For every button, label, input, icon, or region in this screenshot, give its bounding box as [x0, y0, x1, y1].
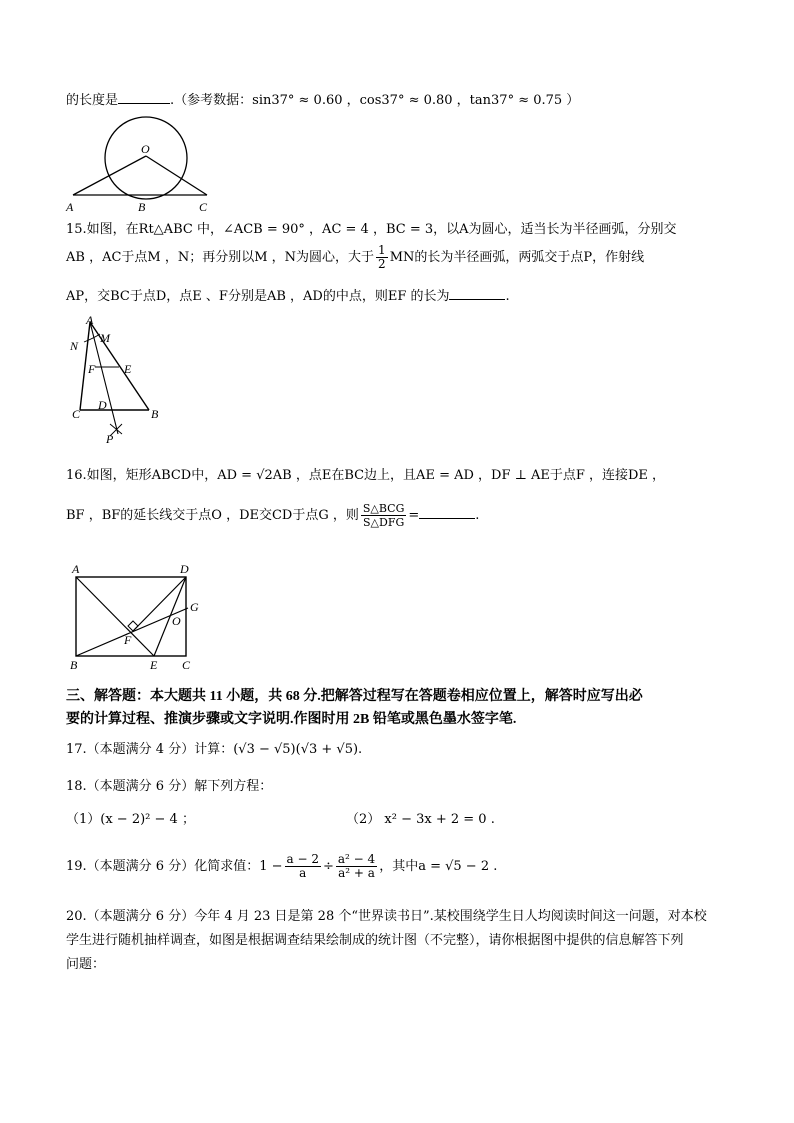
- q16-label-f: F: [124, 633, 132, 647]
- q14-circle: [105, 117, 187, 199]
- q19-divide-sign: ÷: [323, 859, 334, 874]
- section-3-heading-line-2: 要的计算过程、推演步骤或文字说明.作图时用 2B 铅笔或黑色墨水签字笔.: [66, 712, 517, 727]
- answer-blank: [449, 287, 505, 300]
- q18-part-2: （2） x² − 3x + 2 = 0 .: [346, 812, 495, 827]
- q15-frac-den: 2: [378, 257, 386, 271]
- q14-label-c: C: [199, 200, 208, 214]
- q14-label-a: A: [66, 200, 74, 214]
- q15-figure: [64, 312, 174, 446]
- q15-label-f: F: [88, 362, 96, 376]
- q15-line-3: AP，交BC于点D，点E 、F分别是AB ，AD的中点，则EF 的长为 .: [66, 289, 510, 304]
- q16-equals: =: [408, 508, 420, 523]
- q14-figure: [60, 110, 220, 215]
- q19-line: [66, 853, 497, 880]
- q16-fraction: [361, 502, 407, 529]
- q16-line-2: BF ，BF的延长线交于点O ，DE交CD于点G ，则 $\frac{\text{S△BCG}}{\text{S△DFG}}$ = .: [66, 502, 480, 529]
- q15-line-2: [66, 244, 644, 271]
- q15-label-n: N: [70, 339, 79, 353]
- q15-line-3-text: AP，交BC于点D，点E 、F分别是AB ，AD的中点，则EF 的长为: [66, 289, 450, 304]
- q19-frac1-num: a − 2: [286, 852, 319, 866]
- q19-prefix: 19.（本题满分 6 分）化简求值：1 −: [66, 859, 283, 874]
- answer-blank: [118, 91, 170, 104]
- q16-label-a: A: [72, 563, 80, 576]
- q19-fraction-1: [285, 853, 321, 880]
- q15-label-c: C: [72, 407, 81, 421]
- q18-text: 18.（本题满分 6 分）解下列方程：: [66, 779, 273, 794]
- q16-label-c: C: [182, 658, 191, 672]
- q15-arc-mn: [84, 334, 100, 342]
- q14-text-line: [66, 91, 579, 110]
- q15-label-p: P: [106, 432, 114, 446]
- q16-line-de: [154, 577, 186, 656]
- q14-tail-text: 的长度是: [66, 93, 119, 108]
- q19-fraction-2: [336, 853, 377, 880]
- q18-part-1: （1）(x − 2)² − 4 ；: [66, 812, 195, 827]
- q20-line-2: 学生进行随机抽样调查，如图是根据调查结果绘制成的统计图（不完整），请你根据图中提供的信息解答下列: [66, 933, 684, 948]
- q15-line-2b: MN的长为半径画弧，两弧交于点P，作射线: [389, 250, 645, 265]
- q16-line-ae: [76, 577, 154, 656]
- q15-fraction: [376, 244, 388, 271]
- q14-label-b: B: [138, 200, 146, 214]
- q16-figure: [66, 563, 216, 675]
- q14-reference-data: .（参考数据：sin37° ≈ 0.60 ，cos37° ≈ 0.80 ，tan37° ≈ 0.75 ）: [170, 93, 580, 108]
- q16-frac-num: S△BCG: [362, 502, 405, 515]
- q15-label-b: B: [151, 407, 159, 421]
- q16-line-1: 16.如图，矩形ABCD中，AD = √2AB ，点E在BC边上，且AE = AD ，DF ⊥ AE于点F ，连接DE ，: [66, 468, 666, 483]
- q15-label-d: D: [98, 398, 107, 412]
- q14-line-oc: [146, 156, 207, 195]
- q20-line-1: 20.（本题满分 6 分）今年 4 月 23 日是第 28 个“世界读书日”.某校围绕学生日人均阅读时间这一问题，对本校: [66, 909, 707, 924]
- q14-line-ao: [73, 156, 146, 195]
- q16-label-d: D: [180, 563, 189, 576]
- q19-suffix: ，其中a = √5 − 2 .: [379, 859, 498, 874]
- q15-line-2a: AB ，AC于点M ，N；再分别以M ，N为圆心，大于: [66, 250, 375, 265]
- section-3-heading-line-1: 三、解答题：本大题共 11 小题，共 68 分.把解答过程写在答题卷相应位置上，解答时应写出必: [66, 689, 643, 704]
- q16-frac-den: S△DFG: [363, 516, 405, 529]
- q20-line-3: 问题：: [66, 957, 106, 972]
- q16-label-g: G: [190, 600, 199, 614]
- q16-label-o: O: [172, 614, 181, 628]
- q15-label-a: A: [86, 313, 94, 327]
- q16-label-b: B: [70, 658, 78, 672]
- q15-label-e: E: [124, 362, 132, 376]
- q16-line-2a: BF ，BF的延长线交于点O ，DE交CD于点G ，则: [66, 508, 359, 523]
- q15-line-1: 15.如图，在Rt△ABC 中，∠ACB = 90° ，AC = 4 ，BC = 3，以A为圆心，适当长为半径画弧，分别交: [66, 222, 677, 237]
- q15-frac-num: 1: [378, 243, 386, 257]
- q19-frac2-num: a² − 4: [337, 852, 376, 866]
- q19-frac1-den: a: [299, 866, 307, 880]
- answer-blank: [419, 506, 475, 519]
- q19-frac2-den: a² + a: [338, 866, 375, 880]
- q15-label-m: M: [100, 331, 110, 345]
- q14-label-o-text: O: [141, 142, 150, 156]
- q16-label-e: E: [150, 658, 158, 672]
- q17-text: 17.（本题满分 4 分）计算：(√3 − √5)(√3 + √5).: [66, 742, 363, 757]
